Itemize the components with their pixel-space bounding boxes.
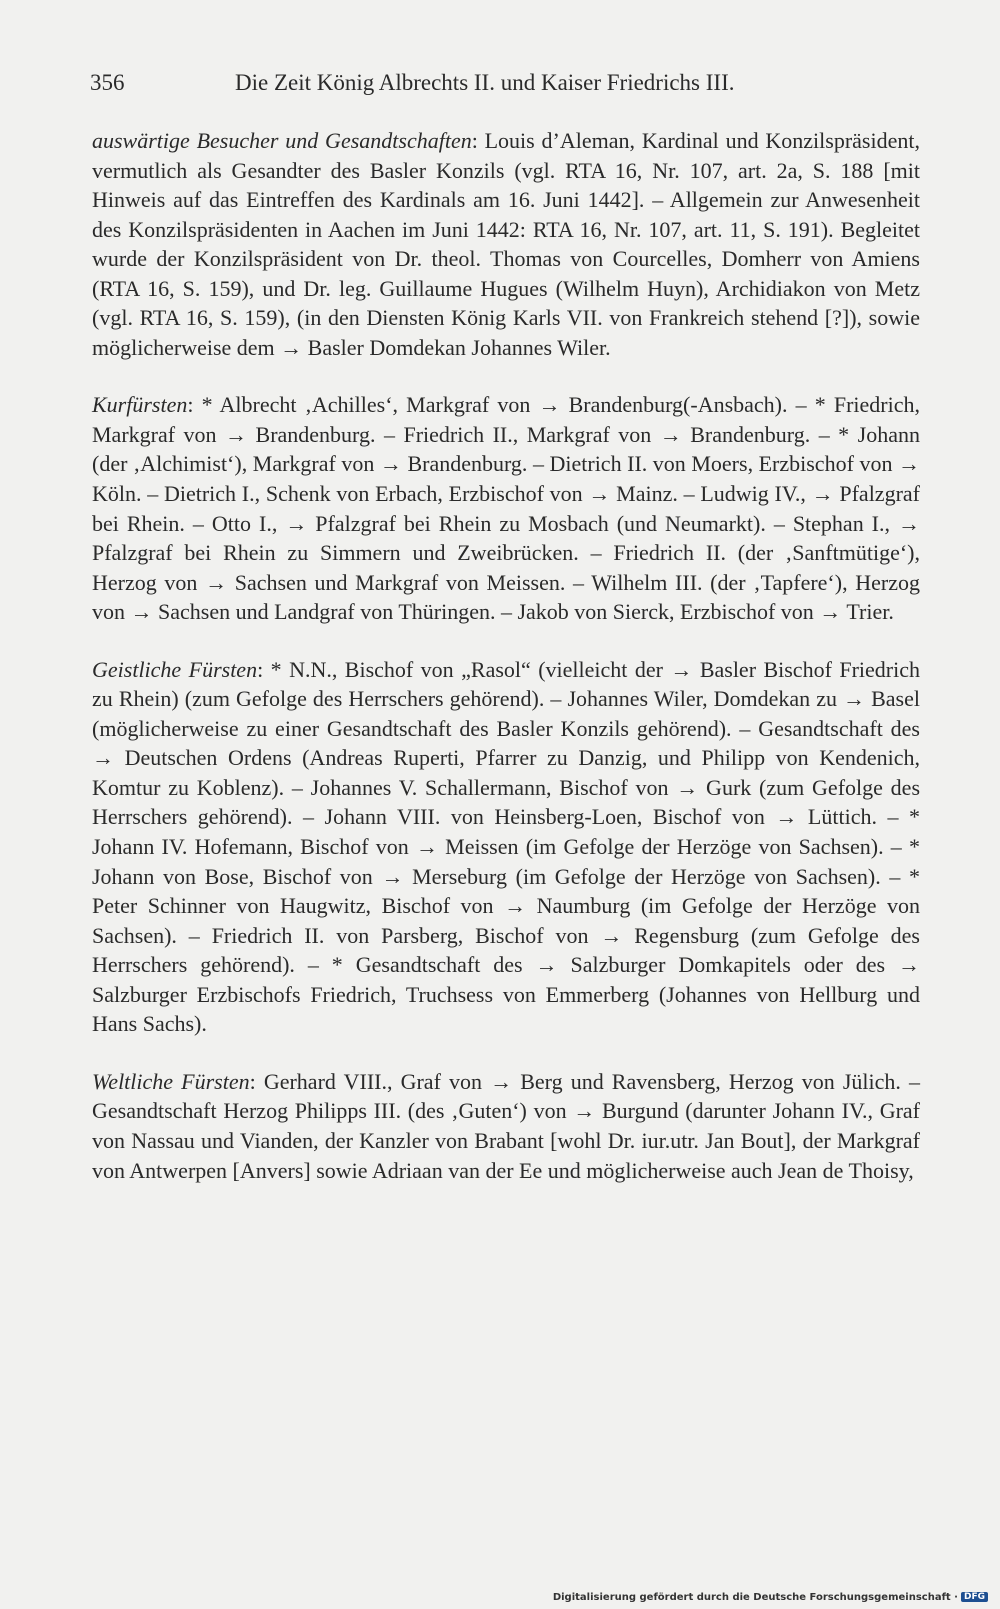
body-text [92,126,920,1213]
entry-secular-princes [92,1067,920,1185]
entry-text: : Louis d’Aleman, Kardinal und Konzilspräsident, vermutlich als Gesandter des Basler Konzils (vgl. RTA 16, Nr. 107, art. 2a, S. 188 [mit Hinweis auf das Eintreffen des Kardinals am 16. Juni 1442]. – Allgemein zur Anwesenheit des Konzilspräsidenten in Aachen im Juni 1442: RTA 16, Nr. 107, art. 11, S. 191). Begleitet wurde der Konzilspräsident von Dr. theol. Thomas von Courcelles, Domherr von Amiens (RTA 16, S. 159), und Dr. leg. Guillaume Hugues (Wilhelm Huyn), Archidiakon von Metz (vgl. RTA 16, S. 159), (in den Diensten König Karls VII. von Frankreich stehend [?]), sowie möglicherweise dem → Basler Domdekan Johannes Wiler. [92,128,920,360]
running-title: Die Zeit König Albrechts II. und Kaiser Friedrichs III. [235,70,735,95]
digitization-footer [553,1592,988,1603]
entry-label: Geistliche Fürsten [92,656,258,682]
page-header [90,70,920,104]
entry-foreign-visitors [92,126,920,362]
footer-text: Digitalisierung gefördert durch die Deutsche Forschungsgemeinschaft · [552,1592,958,1603]
page-number: 356 [90,70,125,95]
entry-ecclesiastical-princes [92,655,920,1039]
entry-label: auswärtige Besucher und Gesandtschaften [92,128,472,153]
entry-text: : * N.N., Bischof von „Rasol“ (vielleicht der → Basler Bischof Friedrich zu Rhein) (zum Gefolge des Herrschers gehörend). – Johannes Wiler, Domdekan zu → Basel (möglicherweise zu einer Gesandtschaft des Basler Konzils gehörend). – Gesandtschaft des → Deutschen Ordens (Andreas Ruperti, Pfarrer zu Danzig, und Philipp von Kendenich, Komtur zu Koblenz). – Johannes V. Schallermann, Bischof von → Gurk (zum Gefolge des Herrschers gehörend). – Johann VIII. von Heinsberg-Loen, Bischof von → Lüttich. – * Johann IV. Hofemann, Bischof von → Meissen (im Gefolge der Herzöge von Sachsen). – * Johann von Bose, Bischof von → Merseburg (im Gefolge der Herzöge von Sachsen). – * Peter Schinner von Haugwitz, Bischof von → Naumburg (im Gefolge der Herzöge von Sachsen). – Friedrich II. von Parsberg, Bischof von → Regensburg (zum Gefolge des Herrschers gehörend). – * Gesandtschaft des → Salzburger Domkapitels oder des → Salzburger Erzbischofs Friedrich, Truchsess von Emmerberg (Johannes von Hellburg und Hans Sachs). [92,656,920,1037]
entry-text: : * Albrecht ‚Achilles‘, Markgraf von → Brandenburg(-Ansbach). – * Friedrich, Markgraf von → Brandenburg. – Friedrich II., Markgraf von → Brandenburg. – * Johann (der ‚Alchimist‘), Markgraf von → Brandenburg. – Dietrich II. von Moers, Erzbischof von → Köln. – Dietrich I., Schenk von Erbach, Erzbischof von → Mainz. – Ludwig IV., → Pfalzgraf bei Rhein. – Otto I., → Pfalzgraf bei Rhein zu Mosbach (und Neumarkt). – Stephan I., → Pfalzgraf bei Rhein zu Simmern und Zweibrücken. – Friedrich II. (der ‚Sanftmütige‘), Herzog von → Sachsen und Markgraf von Meissen. – Wilhelm III. (der ‚Tapfere‘), Herzog von → Sachsen und Landgraf von Thüringen. – Jakob von Sierck, Erzbischof von → Trier. [92,392,920,625]
entry-label: Weltliche Fürsten [92,1068,250,1094]
dfg-logo: DFG [961,1592,988,1602]
entry-text: : Gerhard VIII., Graf von → Berg und Ravensberg, Herzog von Jülich. – Gesandtschaft Herzog Philipps III. (des ‚Guten‘) von → Burgund (darunter Johann IV., Graf von Nassau und Vianden, der Kanzler von Brabant [wohl Dr. iur.utr. Jan Bout], der Markgraf von Antwerpen [Anvers] sowie Adriaan van der Ee und möglicherweise auch Jean de Thoisy, [92,1068,920,1183]
entry-prince-electors [92,390,920,626]
entry-label: Kurfürsten [92,392,188,418]
